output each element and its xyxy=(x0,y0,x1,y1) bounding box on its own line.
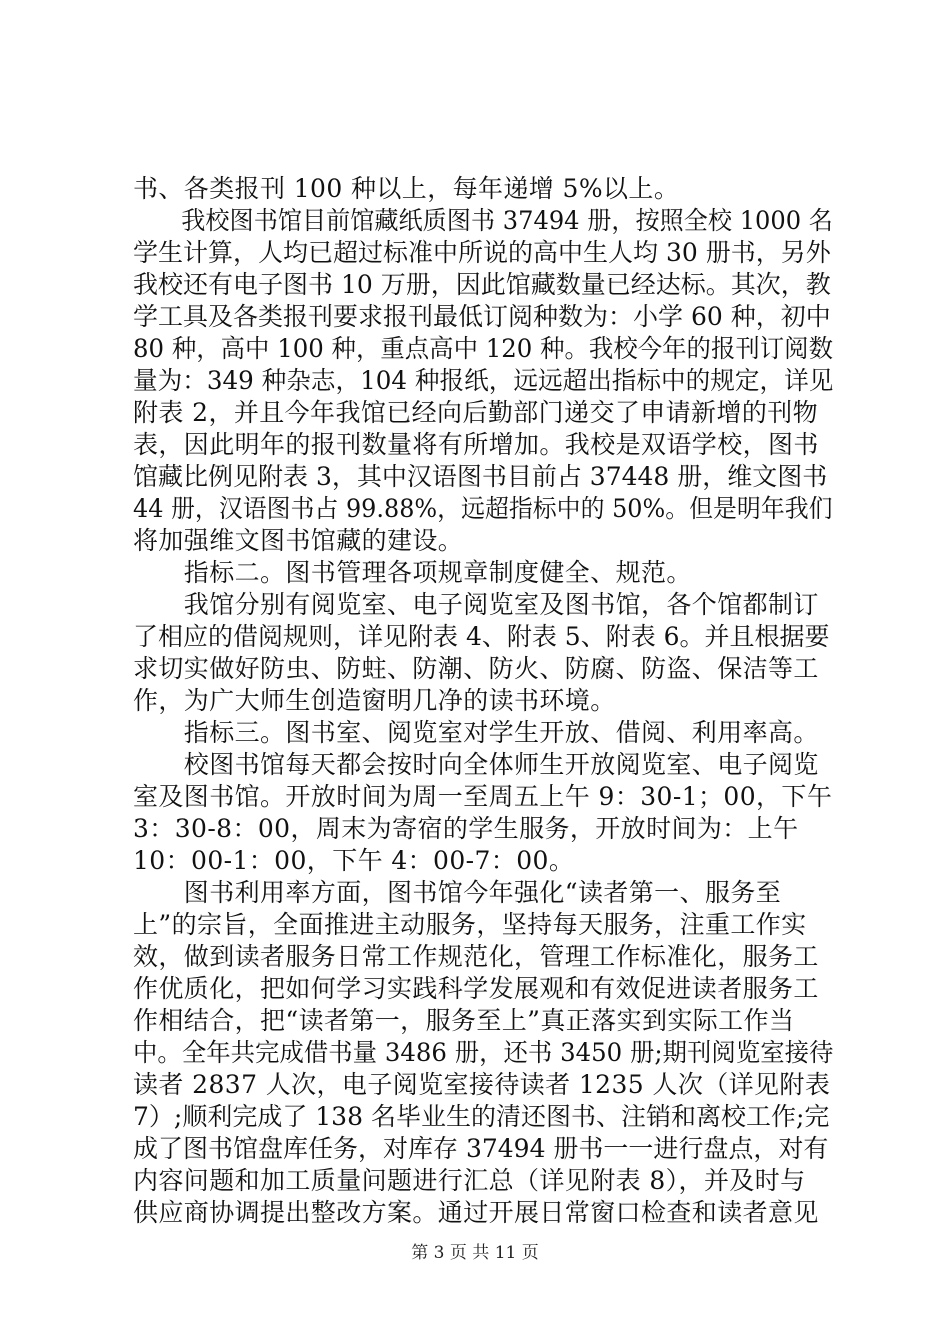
text-line: 附表 2，并且今年我馆已经向后勤部门递交了申请新增的刊物 xyxy=(133,398,819,427)
text-line: 3：30-8：00，周末为寄宿的学生服务，开放时间为：上午 xyxy=(133,814,799,843)
text-line: 作优质化，把如何学习实践科学发展观和有效促进读者服务工 xyxy=(133,974,819,1003)
text-line: 供应商协调提出整改方案。通过开展日常窗口检查和读者意见 xyxy=(133,1198,819,1227)
text-line: 内容问题和加工质量问题进行汇总（详见附表 8），并及时与 xyxy=(133,1166,806,1195)
text-line: 图书利用率方面，图书馆今年强化“读者第一、服务至 xyxy=(133,878,782,907)
text-line: 书、各类报刊 100 种以上，每年递增 5%以上。 xyxy=(133,174,680,203)
text-line: 馆藏比例见附表 3，其中汉语图书目前占 37448 册，维文图书 xyxy=(133,462,828,491)
text-line: 10：00-1：00，下午 4：00-7：00。 xyxy=(133,846,575,875)
text-line: 校图书馆每天都会按时向全体师生开放阅览室、电子阅览 xyxy=(133,750,819,779)
text-line: 成了图书馆盘库任务，对库存 37494 册书一一进行盘点，对有 xyxy=(133,1134,829,1163)
text-line: 上”的宗旨，全面推进主动服务，坚持每天服务，注重工作实 xyxy=(133,910,807,939)
text-line: 44 册，汉语图书占 99.88%，远超指标中的 50%。但是明年我们 xyxy=(133,494,833,523)
text-line: 作相结合，把“读者第一，服务至上”真正落实到实际工作当 xyxy=(133,1006,795,1035)
text-line: 指标三。图书室、阅览室对学生开放、借阅、利用率高。 xyxy=(133,718,819,747)
text-line: 室及图书馆。开放时间为周一至周五上午 9：30-1；00，下午 xyxy=(133,782,833,811)
text-line: 表，因此明年的报刊数量将有所增加。我校是双语学校，图书 xyxy=(133,430,819,459)
text-line: 中。全年共完成借书量 3486 册，还书 3450 册;期刊阅览室接待 xyxy=(133,1038,834,1067)
text-line: 7）;顺利完成了 138 名毕业生的清还图书、注销和离校工作;完 xyxy=(133,1102,830,1131)
text-line: 我校图书馆目前馆藏纸质图书 37494 册，按照全校 1000 名 xyxy=(133,206,833,235)
text-line: 80 种，高中 100 种，重点高中 120 种。我校今年的报刊订阅数 xyxy=(133,334,833,363)
text-line: 作，为广大师生创造窗明几净的读书环境。 xyxy=(133,686,616,715)
text-line: 我馆分别有阅览室、电子阅览室及图书馆，各个馆都制订 xyxy=(133,590,819,619)
text-line: 将加强维文图书馆藏的建设。 xyxy=(133,526,464,555)
text-line: 我校还有电子图书 10 万册，因此馆藏数量已经达标。其次，教 xyxy=(133,270,831,299)
text-line: 学工具及各类报刊要求报刊最低订阅种数为：小学 60 种，初中 xyxy=(133,302,831,331)
text-line: 指标二。图书管理各项规章制度健全、规范。 xyxy=(133,558,692,587)
text-line: 学生计算，人均已超过标准中所说的高中生人均 30 册书，另外 xyxy=(133,238,831,267)
text-line: 读者 2837 人次，电子阅览室接待读者 1235 人次（详见附表 xyxy=(133,1070,831,1099)
text-line: 了相应的借阅规则，详见附表 4、附表 5、附表 6。并且根据要 xyxy=(133,622,830,651)
text-line: 量为：349 种杂志，104 种报纸，远远超出指标中的规定，详见 xyxy=(133,366,834,395)
text-line: 效，做到读者服务日常工作规范化，管理工作标准化，服务工 xyxy=(133,942,819,971)
body-text xyxy=(133,173,833,1229)
text-line: 求切实做好防虫、防蛀、防潮、防火、防腐、防盗、保洁等工 xyxy=(133,654,819,683)
page-footer: 第 3 页 共 11 页 xyxy=(411,1243,539,1263)
